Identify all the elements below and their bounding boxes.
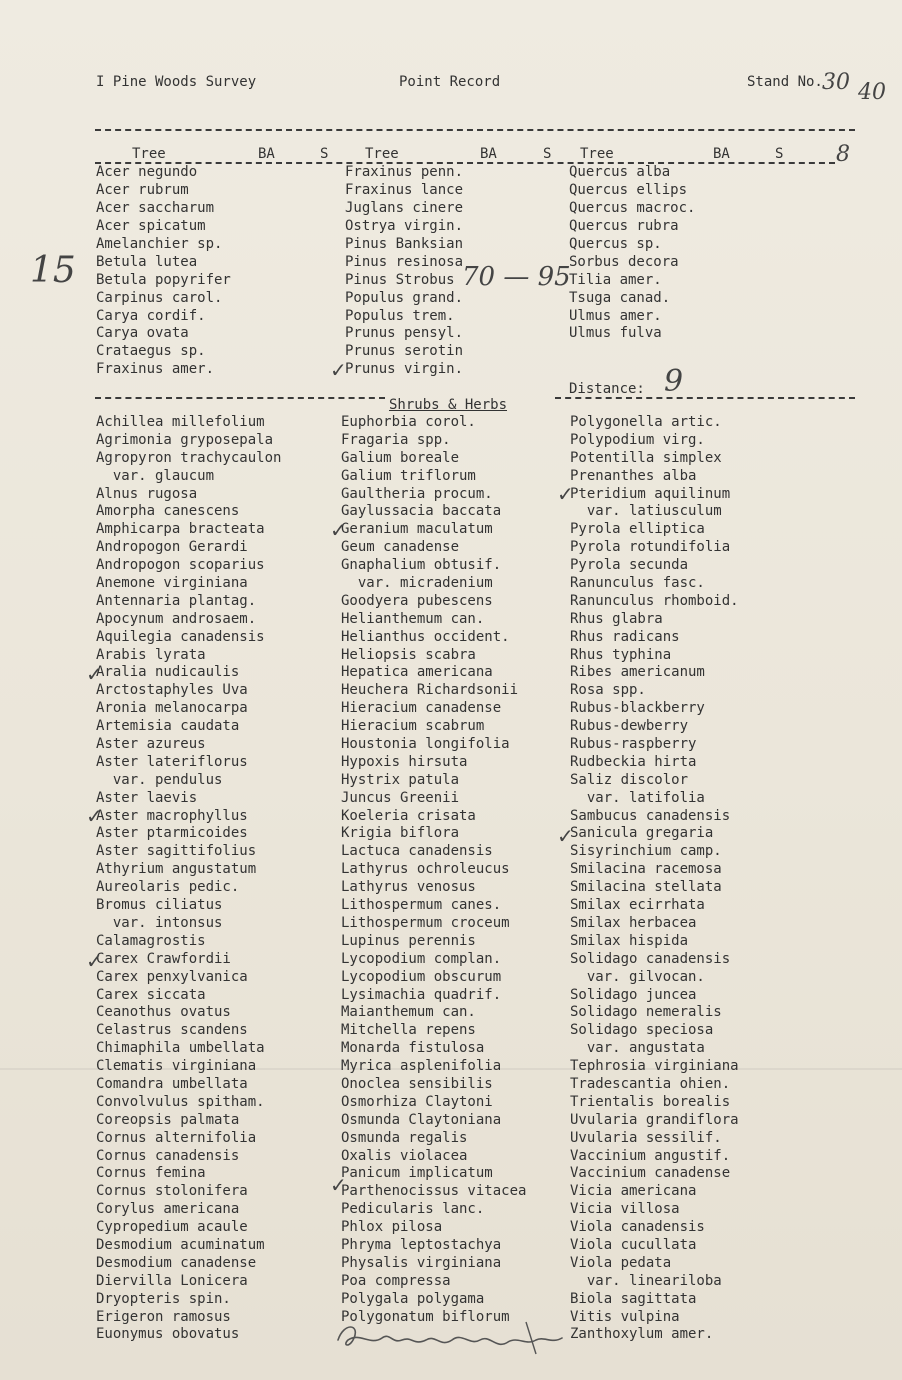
tree-species-item: Quercus ellips [569, 181, 688, 198]
tree-species-item: Prunus serotin [345, 343, 464, 360]
herb-species-item: Juncus Greenii [341, 789, 460, 806]
herb-species-item: Smilax herbacea [570, 914, 697, 931]
tree-col3-s-header: S [775, 146, 784, 162]
herb-species-item: Viola cucullata [570, 1236, 697, 1253]
check-mark-icon: ✓ [330, 1173, 347, 1197]
herb-species-item: Smilax ecirrhata [570, 897, 705, 914]
herb-species-item: Hieracium canadense [341, 700, 502, 717]
herb-species-item: Lycopodium complan. [341, 950, 502, 967]
tree-species-item: Fraxinus amer. [96, 361, 215, 378]
herb-species-item: Phlox pilosa [341, 1219, 443, 1236]
herb-species-item: Solidago juncea [570, 986, 697, 1003]
herb-species-item: Arabis lyrata [96, 646, 206, 663]
herb-species-item: Parthenocissus vitacea [341, 1183, 527, 1200]
herb-species-item: var. pendulus [96, 771, 223, 788]
herb-species-item: Amphicarpa bracteata [96, 521, 265, 538]
check-mark-icon: ✓ [557, 482, 574, 506]
herb-species-item: Helianthemum can. [341, 610, 485, 627]
herb-species-item: Aronia melanocarpa [96, 700, 248, 717]
tree-species-item: Fraxinus penn. [345, 164, 464, 180]
herb-species-item: Galium triflorum [341, 467, 476, 484]
herb-species-item: Clematis virginiana [96, 1058, 257, 1075]
tree-col3-tree-header: Tree [580, 146, 614, 162]
herb-species-item: Solidago speciosa [570, 1022, 714, 1039]
check-mark-icon: ✓ [86, 949, 103, 973]
distance-label: Distance: [569, 381, 645, 397]
herb-species-item: var. intonsus [96, 914, 223, 931]
tree-col2-tree-header: Tree [365, 146, 399, 162]
herb-species-item: Poa compressa [341, 1272, 451, 1289]
herb-list-col1 [96, 414, 281, 1344]
herb-species-item: Sanicula gregaria [570, 825, 714, 842]
section-title: Shrubs & Herbs [389, 397, 508, 413]
herb-species-item: Dryopteris spin. [96, 1290, 231, 1307]
herb-species-item: Viola canadensis [570, 1219, 705, 1236]
herb-species-item: var. micradenium [341, 575, 493, 592]
herb-species-item: Rhus radicans [570, 628, 680, 645]
herb-species-item: Aquilegia canadensis [96, 628, 265, 645]
herb-species-item: Smilacina racemosa [570, 861, 722, 878]
herb-species-item: Heuchera Richardsonii [341, 682, 519, 699]
tree-col1-s-header: S [320, 146, 329, 162]
stand-label: Stand No. [747, 74, 823, 90]
top-rule [95, 129, 855, 131]
check-mark-icon: ✓ [330, 358, 347, 382]
herb-species-item: Bromus ciliatus [96, 897, 223, 914]
tree-species-item: Pinus Strobus [345, 271, 455, 288]
herb-species-item: Vicia villosa [570, 1201, 680, 1218]
tree-species-item: Juglans cinere [345, 199, 464, 216]
tree-col1-tree-header: Tree [132, 146, 166, 162]
herb-species-item: Chimaphila umbellata [96, 1040, 265, 1057]
tree-species-item: Fraxinus lance [345, 181, 464, 198]
herb-species-item: Anemone virginiana [96, 575, 248, 592]
herb-species-item: Euonymus obovatus [96, 1326, 240, 1343]
herb-species-item: Gnaphalium obtusif. [341, 557, 502, 574]
herb-species-item: Ranunculus rhomboid. [570, 592, 739, 609]
tree-species-item: Acer saccharum [96, 199, 215, 216]
herb-species-item: Gaultheria procum. [341, 485, 493, 502]
herb-species-item: Viola pedata [570, 1254, 672, 1271]
tree-species-item: Acer spicatum [96, 217, 206, 234]
herb-list-col2 [341, 414, 526, 1326]
herb-species-item: Cypropedium acaule [96, 1219, 248, 1236]
herb-species-item: Oxalis violacea [341, 1147, 468, 1164]
herb-species-item: Pyrola elliptica [570, 521, 705, 538]
herb-species-item: Panicum implicatum [341, 1165, 493, 1182]
herb-species-item: Aster laevis [96, 789, 198, 806]
tree-species-item: Carya cordif. [96, 307, 206, 324]
herb-species-item: Rubus-raspberry [570, 736, 697, 753]
herb-species-item: Calamagrostis [96, 932, 206, 949]
herb-species-item: var. angustata [570, 1040, 705, 1057]
herb-species-item: Vicia americana [570, 1183, 697, 1200]
herb-species-item: Lupinus perennis [341, 932, 476, 949]
tree-species-item: Populus trem. [345, 307, 455, 324]
herb-species-item: Pedicularis lanc. [341, 1201, 485, 1218]
herb-species-item: Andropogon Gerardi [96, 539, 248, 556]
check-mark-icon: ✓ [557, 824, 574, 848]
herb-species-item: Potentilla simplex [570, 449, 722, 466]
herb-species-item: Aureolaris pedic. [96, 879, 240, 896]
herb-species-item: Polygala polygama [341, 1290, 485, 1307]
tree-list-col1 [96, 164, 231, 379]
tree-species-item: Quercus sp. [569, 235, 662, 252]
tree-species-item: Prunus pensyl. [345, 325, 464, 342]
herb-species-item: Myrica asplenifolia [341, 1058, 502, 1075]
herb-species-item: Alnus rugosa [96, 485, 198, 502]
tree-species-item: Tsuga canad. [569, 289, 671, 306]
tree-species-item: Acer rubrum [96, 181, 189, 198]
herb-species-item: Polygonatum biflorum [341, 1308, 510, 1325]
herb-species-item: Phryma leptostachya [341, 1236, 502, 1253]
herb-species-item: Cornus canadensis [96, 1147, 240, 1164]
herb-species-item: var. latifolia [570, 789, 705, 806]
herb-species-item: var. lineariloba [570, 1272, 722, 1289]
herb-species-item: Apocynum androsaem. [96, 610, 257, 627]
herb-species-item: Rhus glabra [570, 610, 663, 627]
herb-species-item: Trientalis borealis [570, 1093, 731, 1110]
herb-species-item: Uvularia grandiflora [570, 1111, 739, 1128]
tree-species-item: Betula popyrifer [96, 271, 231, 288]
stand-number-2: 40 [858, 80, 886, 105]
herb-species-item: Maianthemum can. [341, 1004, 476, 1021]
herb-species-item: Achillea millefolium [96, 414, 265, 430]
herb-species-item: Vitis vulpina [570, 1308, 680, 1325]
survey-title: I Pine Woods Survey [96, 74, 257, 90]
record-type: Point Record [399, 74, 501, 90]
herb-species-item: Amorpha canescens [96, 503, 240, 520]
herb-species-item: Cornus stolonifera [96, 1183, 248, 1200]
herb-species-item: Desmodium acuminatum [96, 1236, 265, 1253]
herb-species-item: Lithospermum croceum [341, 914, 510, 931]
herb-species-item: Rubus-blackberry [570, 700, 705, 717]
stand-number: 30 [822, 70, 850, 95]
tree-species-item: Quercus alba [569, 164, 671, 180]
herb-species-item: Biola sagittata [570, 1290, 697, 1307]
herb-species-item: Helianthus occident. [341, 628, 510, 645]
tree-species-item: Ostrya virgin. [345, 217, 464, 234]
herb-species-item: Geranium maculatum [341, 521, 493, 538]
herb-species-item: var. gilvocan. [570, 968, 705, 985]
herb-species-item: Desmodium canadense [96, 1254, 257, 1271]
herb-species-item: Pyrola rotundifolia [570, 539, 731, 556]
herb-species-item: Ceanothus ovatus [96, 1004, 231, 1021]
herb-species-item: Rosa spp. [570, 682, 646, 699]
herb-species-item: Lysimachia quadrif. [341, 986, 502, 1003]
herb-species-item: Agropyron trachycaulon [96, 449, 282, 466]
herb-list-col3 [570, 414, 739, 1344]
herb-species-item: Zanthoxylum amer. [570, 1326, 714, 1343]
tree-col2-s-header: S [543, 146, 552, 162]
tree-species-item: Carya ovata [96, 325, 189, 342]
herb-species-item: Andropogon scoparius [96, 557, 265, 574]
herb-species-item: Solidago nemeralis [570, 1004, 722, 1021]
tree-species-item: Carpinus carol. [96, 289, 223, 306]
tree-species-item: Pinus resinosa [345, 253, 464, 270]
herb-species-item: Goodyera pubescens [341, 592, 493, 609]
herb-species-item: Vaccinium canadense [570, 1165, 731, 1182]
tree-list-col3 [569, 164, 695, 343]
herb-species-item: Rudbeckia hirta [570, 753, 697, 770]
herb-species-item: Mitchella repens [341, 1022, 476, 1039]
top-right-note: 8 [836, 142, 850, 167]
herb-species-item: Aster ptarmicoides [96, 825, 248, 842]
herb-species-item: Aster sagittifolius [96, 843, 257, 860]
tree-species-item: Quercus macroc. [569, 199, 696, 216]
herb-species-item: Aster lateriflorus [96, 753, 248, 770]
tree-species-item: Acer negundo [96, 164, 198, 180]
section-rule-left [95, 397, 385, 399]
herb-species-item: Lycopodium obscurum [341, 968, 502, 985]
herb-species-item: Lactuca canadensis [341, 843, 493, 860]
tree-species-item: Amelanchier sp. [96, 235, 223, 252]
herb-species-item: Erigeron ramosus [96, 1308, 231, 1325]
herb-species-item: Tephrosia virginiana [570, 1058, 739, 1075]
herb-species-item: Galium boreale [341, 449, 460, 466]
herb-species-item: Sambucus canadensis [570, 807, 731, 824]
herb-species-item: Smilacina stellata [570, 879, 722, 896]
herb-species-item: Rhus typhina [570, 646, 672, 663]
herb-species-item: Vaccinium angustif. [570, 1147, 731, 1164]
check-mark-icon: ✓ [86, 804, 103, 828]
herb-species-item: Carex penxylvanica [96, 968, 248, 985]
herb-species-item: var. glaucum [96, 467, 215, 484]
herb-species-item: Ribes americanum [570, 664, 705, 681]
check-mark-icon: ✓ [86, 662, 103, 686]
herb-species-item: Carex siccata [96, 986, 206, 1003]
herb-species-item: Houstonia longifolia [341, 736, 510, 753]
herb-species-item: Hepatica americana [341, 664, 493, 681]
herb-species-item: Polypodium virg. [570, 431, 705, 448]
herb-species-item: Comandra umbellata [96, 1075, 248, 1092]
herb-species-item: Saliz discolor [570, 771, 689, 788]
herb-species-item: var. latiusculum [570, 503, 722, 520]
section-rule [555, 397, 855, 399]
tree-col2-ba-header: BA [480, 146, 497, 162]
herb-species-item: Agrimonia gryposepala [96, 431, 274, 448]
herb-species-item: Lathyrus ochroleucus [341, 861, 510, 878]
tree-col3-ba-header: BA [713, 146, 730, 162]
herb-species-item: Prenanthes alba [570, 467, 697, 484]
herb-species-item: Osmunda Claytoniana [341, 1111, 502, 1128]
herb-species-item: Rubus-dewberry [570, 718, 689, 735]
pinus-strobus-range: 70 — 95 [462, 262, 571, 292]
herb-species-item: Diervilla Lonicera [96, 1272, 248, 1289]
herb-species-item: Athyrium angustatum [96, 861, 257, 878]
left-margin-note: 15 [30, 250, 76, 291]
herb-species-item: Celastrus scandens [96, 1022, 248, 1039]
herb-species-item: Euphorbia corol. [341, 414, 476, 430]
herb-species-item: Aster macrophyllus [96, 807, 248, 824]
tree-species-item: Prunus virgin. [345, 361, 464, 378]
tree-species-item: Crataegus sp. [96, 343, 206, 360]
herb-species-item: Artemisia caudata [96, 718, 240, 735]
herb-species-item: Hystrix patula [341, 771, 460, 788]
tree-list-col2 [345, 164, 463, 379]
herb-species-item: Lathyrus venosus [341, 879, 476, 896]
herb-species-item: Solidago canadensis [570, 950, 731, 967]
herb-species-item: Aralia nudicaulis [96, 664, 240, 681]
herb-species-item: Tradescantia ohien. [570, 1075, 731, 1092]
herb-species-item: Osmunda regalis [341, 1129, 468, 1146]
herb-species-item: Heliopsis scabra [341, 646, 476, 663]
herb-species-item: Koeleria crisata [341, 807, 476, 824]
herb-species-item: Pteridium aquilinum [570, 485, 731, 502]
herb-species-item: Cornus femina [96, 1165, 206, 1182]
herb-species-item: Arctostaphyles Uva [96, 682, 248, 699]
herb-species-item: Geum canadense [341, 539, 460, 556]
herb-species-item: Antennaria plantag. [96, 592, 257, 609]
herb-species-item: Coreopsis palmata [96, 1111, 240, 1128]
herb-species-item: Fragaria spp. [341, 431, 451, 448]
herb-species-item: Sisyrinchium camp. [570, 843, 722, 860]
herb-species-item: Cornus alternifolia [96, 1129, 257, 1146]
herb-species-item: Smilax hispida [570, 932, 689, 949]
herb-species-item: Aster azureus [96, 736, 206, 753]
herb-species-item: Carex Crawfordii [96, 950, 231, 967]
distance-value: 9 [664, 364, 684, 399]
tree-species-item: Ulmus fulva [569, 325, 662, 342]
tree-species-item: Populus grand. [345, 289, 464, 306]
tree-species-item: Pinus Banksian [345, 235, 464, 252]
herb-species-item: Gaylussacia baccata [341, 503, 502, 520]
herb-species-item: Physalis virginiana [341, 1254, 502, 1271]
herb-species-item: Osmorhiza Claytoni [341, 1093, 493, 1110]
herb-species-item: Onoclea sensibilis [341, 1075, 493, 1092]
tree-species-item: Sorbus decora [569, 253, 679, 270]
herb-species-item: Hieracium scabrum [341, 718, 485, 735]
tree-species-item: Quercus rubra [569, 217, 679, 234]
tree-col1-ba-header: BA [258, 146, 275, 162]
check-mark-icon: ✓ [330, 518, 347, 542]
tree-species-item: Tilia amer. [569, 271, 662, 288]
herb-species-item: Corylus americana [96, 1201, 240, 1218]
herb-species-item: Convolvulus spitham. [96, 1093, 265, 1110]
herb-species-item: Krigia biflora [341, 825, 460, 842]
herb-species-item: Lithospermum canes. [341, 897, 502, 914]
handwritten-scrawl [330, 1310, 570, 1360]
herb-species-item: Ranunculus fasc. [570, 575, 705, 592]
herb-species-item: Monarda fistulosa [341, 1040, 485, 1057]
herb-species-item: Polygonella artic. [570, 414, 722, 430]
herb-species-item: Pyrola secunda [570, 557, 689, 574]
herb-species-item: Uvularia sessilif. [570, 1129, 722, 1146]
tree-species-item: Ulmus amer. [569, 307, 662, 324]
herb-species-item: Hypoxis hirsuta [341, 753, 468, 770]
tree-species-item: Betula lutea [96, 253, 198, 270]
